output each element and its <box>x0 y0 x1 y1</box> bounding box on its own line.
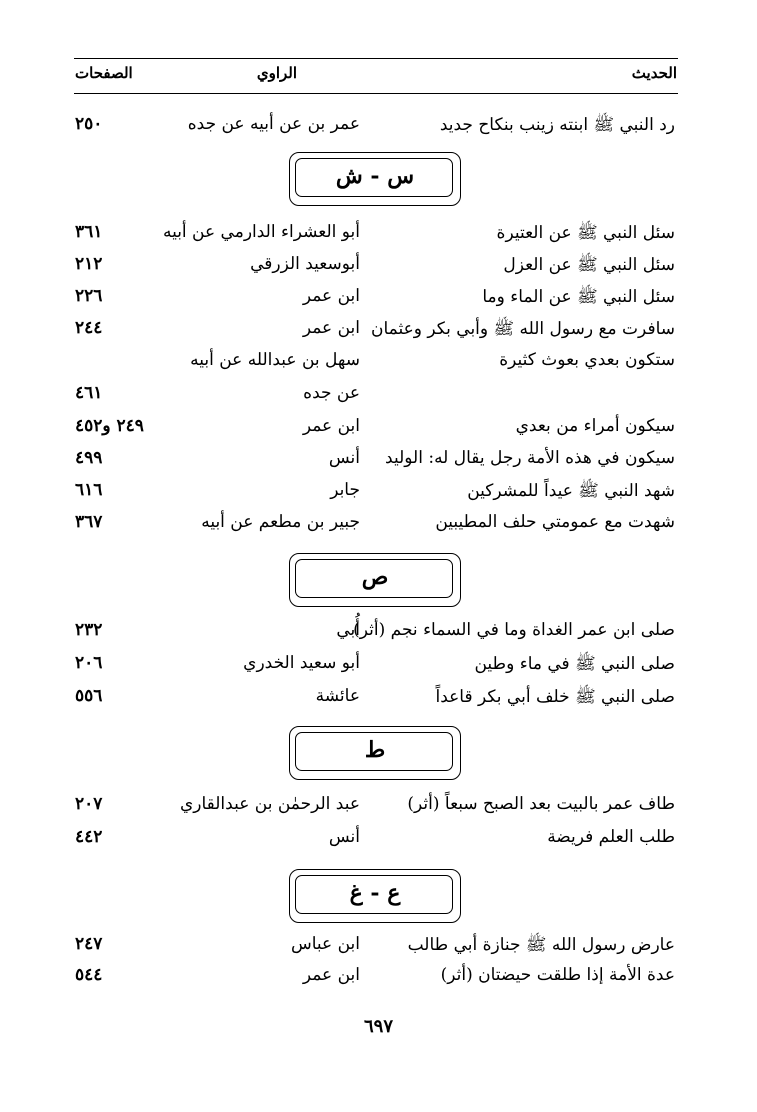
page-ref: ٥٤٤ <box>75 965 103 985</box>
header-hadith: الحديث <box>631 64 677 82</box>
page-ref: ٢٠٧ <box>75 794 103 814</box>
hadith-text: رد النبي ﷺ ابنته زينب بنكاح جديد <box>439 115 675 135</box>
page-ref: ٢٥٠ <box>75 114 103 134</box>
hadith-text: شهدت مع عمومتي حلف المطيبين <box>435 512 675 532</box>
section-letter: ط <box>364 737 386 763</box>
narrator-text: أبوسعيد الزرقي <box>250 254 360 274</box>
narrator-text: عن جده <box>303 383 360 403</box>
hadith-text: عدة الأمة إذا طلقت حيضتان (أثر) <box>440 965 675 985</box>
hadith-text: صلى النبي ﷺ في ماء وطين <box>474 654 675 674</box>
table-row <box>74 651 678 681</box>
page-ref: ٤٤٢ <box>75 827 103 847</box>
table-row <box>74 792 678 822</box>
narrator-text: ابن عمر <box>302 318 360 338</box>
hadith-text: سئل النبي ﷺ عن العتيرة <box>496 223 675 243</box>
hadith-text: شهد النبي ﷺ عيداً للمشركين <box>467 481 675 501</box>
narrator-text: أُبي <box>336 620 360 640</box>
page-ref: ٢٣٢ <box>75 620 103 640</box>
page-ref: ٢١٢ <box>75 254 103 274</box>
table-row <box>74 478 678 508</box>
narrator-text: عمر بن عن أبيه عن جده <box>187 114 360 134</box>
section-heading-box <box>289 869 461 923</box>
page-ref: ٤٦١ <box>75 383 103 403</box>
narrator-text: ابن عمر <box>302 416 360 436</box>
page-ref: ٣٦١ <box>75 222 103 242</box>
table-row <box>74 316 678 346</box>
hadith-text: عارض رسول الله ﷺ جنازة أبي طالب <box>407 935 675 955</box>
page-number: ٦٩٧ <box>363 1016 393 1037</box>
hadith-text: ستكون بعدي بعوث كثيرة <box>499 350 675 370</box>
narrator-text: جابر <box>330 480 360 500</box>
table-row <box>74 348 678 378</box>
hadith-text: سافرت مع رسول الله ﷺ وأبي بكر وعثمان <box>371 319 675 339</box>
section-heading-box <box>289 152 461 206</box>
table-row <box>74 284 678 314</box>
page-ref: ٤٩٩ <box>75 448 103 468</box>
narrator-text: ابن عباس <box>290 934 360 954</box>
section-heading-box <box>289 726 461 780</box>
hadith-text: طلب العلم فريضة <box>547 827 675 847</box>
top-rule <box>74 58 678 59</box>
table-row <box>74 220 678 250</box>
narrator-text: عبد الرحمٰن بن عبدالقاري <box>179 794 360 814</box>
narrator-text: سهل بن عبدالله عن أبيه <box>190 350 360 370</box>
narrator-text: ابن عمر <box>302 965 360 985</box>
table-row <box>74 252 678 282</box>
table-row <box>74 963 678 993</box>
narrator-text: عائشة <box>315 686 360 706</box>
hadith-text: سيكون في هذه الأمة رجل يقال له: الوليد <box>385 448 675 468</box>
table-row <box>74 112 678 142</box>
hadith-text: صلى النبي ﷺ خلف أبي بكر قاعداً <box>435 687 675 707</box>
table-row <box>74 446 678 476</box>
table-row <box>74 825 678 855</box>
page-ref: ٣٦٧ <box>75 512 103 532</box>
page-ref: ٦١٦ <box>75 480 103 500</box>
page-ref: ٢٤٩ و٤٥٢ <box>75 416 144 436</box>
hadith-text: سئل النبي ﷺ عن العزل <box>503 255 675 275</box>
narrator-text: ابن عمر <box>302 286 360 306</box>
narrator-text: أبو العشراء الدارمي عن أبيه <box>162 222 360 242</box>
page-ref: ٢٠٦ <box>75 653 103 673</box>
section-heading-box <box>289 553 461 607</box>
page-ref: ٢٤٧ <box>75 934 103 954</box>
table-row <box>74 381 678 411</box>
header-narrator: الراوي <box>256 64 297 82</box>
section-letter: س - ش <box>335 163 415 189</box>
page-ref: ٢٤٤ <box>75 318 103 338</box>
header-pages: الصفحات <box>75 64 133 82</box>
page-ref: ٥٥٦ <box>75 686 103 706</box>
header-rule <box>74 93 678 94</box>
hadith-text: صلى ابن عمر الغداة وما في السماء نجم (أثر) <box>353 620 675 640</box>
section-letter: ع - غ <box>349 880 401 906</box>
table-row <box>74 684 678 714</box>
hadith-text: سئل النبي ﷺ عن الماء وما <box>482 287 675 307</box>
narrator-text: جبير بن مطعم عن أبيه <box>201 512 360 532</box>
narrator-text: أنس <box>328 827 360 847</box>
table-row <box>74 510 678 540</box>
table-row <box>74 618 678 648</box>
narrator-text: أنس <box>328 448 360 468</box>
narrator-text: أبو سعيد الخدري <box>243 653 360 673</box>
hadith-text: طاف عمر بالبيت بعد الصبح سبعاً (أثر) <box>407 794 675 814</box>
section-letter: ص <box>361 564 389 590</box>
table-row <box>74 414 678 444</box>
page-ref: ٢٢٦ <box>75 286 103 306</box>
hadith-text: سيكون أمراء من بعدي <box>515 416 675 436</box>
table-row <box>74 932 678 962</box>
